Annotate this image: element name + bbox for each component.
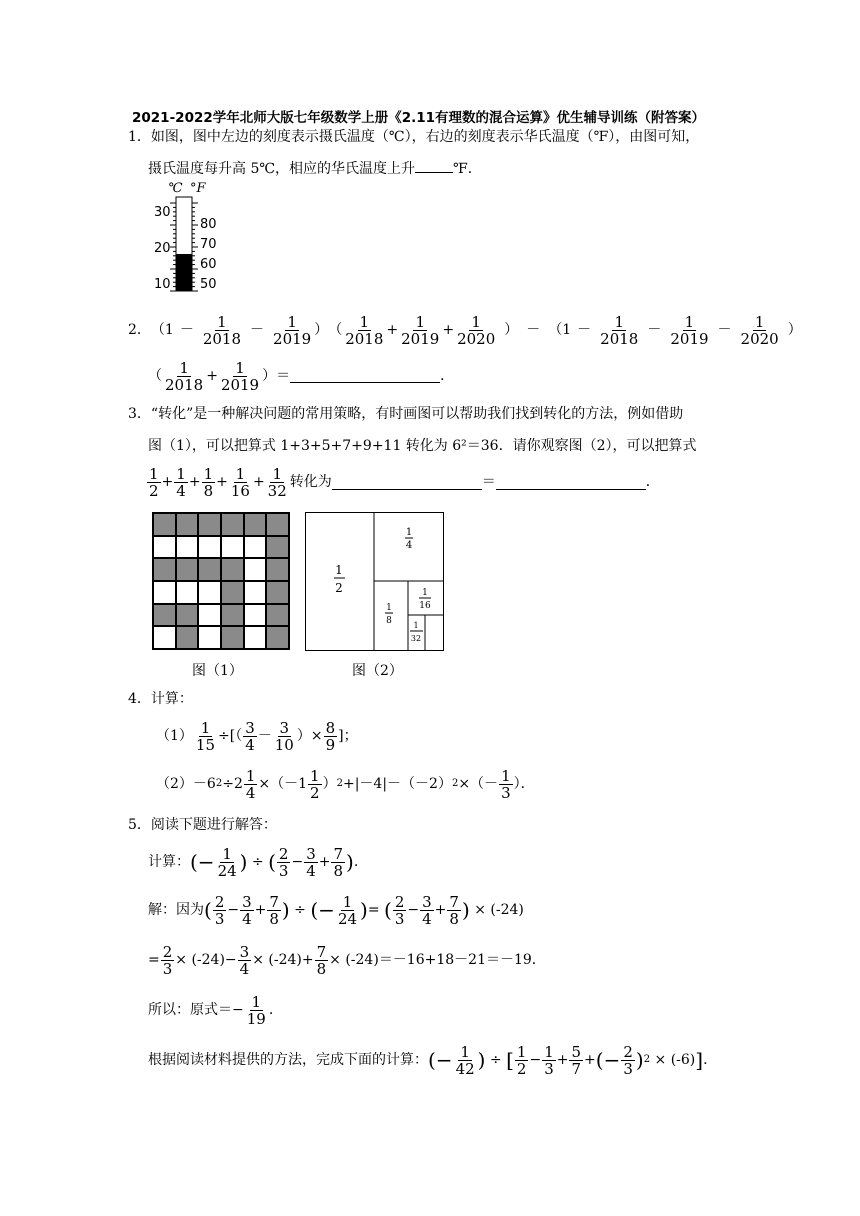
grid-cell: [266, 558, 289, 581]
q2-line1: 2． （ 1 － $\frac{1}{2018}$ － $\frac{1}{2019}$ ） （ $\frac{1}{2018}$ + $\frac{1}{2019}$ + $\frac{1}{2020}$ ） － （ 1 － $\frac{1}{2018}$ － $\frac{1}{2019}$ － $\frac{1}{2020}$ ）: [128, 312, 802, 348]
celsius-unit: ℃: [168, 181, 183, 196]
grid-cell: [153, 626, 176, 649]
f-label-60: 60: [200, 257, 217, 272]
grid-cell: [198, 558, 221, 581]
q4-head: 4．计算：: [128, 691, 193, 707]
q3-line1: 3．“转化”是一种解决问题的常用策略，有时画图可以帮助我们找到转化的方法，例如借助: [128, 406, 684, 422]
grid-cell: [221, 513, 244, 536]
q5-head: 5．阅读下题进行解答：: [128, 817, 277, 833]
grid-cell: [244, 581, 267, 604]
svg-text:1: 1: [413, 621, 419, 630]
grid-cell: [198, 513, 221, 536]
label-thirty-second: [410, 621, 423, 643]
grid-cell: [198, 581, 221, 604]
frac-1-2019: $\frac{1}{2019}$: [273, 312, 312, 348]
svg-text:8: 8: [386, 616, 392, 626]
grid-cell: [221, 536, 244, 559]
q1-line1: 1．如图，图中左边的刻度表示摄氏温度（℃），右边的刻度表示华氏温度（℉），由图可知，: [128, 129, 700, 145]
q1-line2: 摄氏温度每升高 5℃，相应的华氏温度上升 ℉．: [148, 161, 482, 177]
q2-line2: （ $\frac{1}{2018}$ + $\frac{1}{2019}$ ） ＝ ．: [148, 358, 455, 394]
q3-line3: $\frac{1}{2}$ + $\frac{1}{4}$ + $\frac{1}{8}$ + $\frac{1}{16}$ + $\frac{1}{32}$ 转化为 ＝ ．: [149, 464, 660, 500]
q3-answer-blank-1: [332, 489, 482, 490]
fahrenheit-unit: °F: [190, 181, 206, 196]
grid-cell: [244, 558, 267, 581]
f-label-80: 80: [200, 217, 217, 232]
grid-cell: [221, 558, 244, 581]
q4-part1: （1） $\frac{1}{15}$ ÷[（ $\frac{3}{4}$ － $\frac{3}{10}$ ）× $\frac{8}{9}$ ]；: [156, 718, 358, 754]
grid-cell: [266, 536, 289, 559]
grid-cell: [198, 604, 221, 627]
q4-part2: （2） －6 2 ÷2 $\frac{1}{4}$ ×（－1 $\frac{1}{2}$ ） 2 +|－4|－（－2） 2 ×（－ $\frac{1}{3}$ ）．: [156, 766, 535, 802]
q1-answer-blank: [415, 172, 453, 173]
svg-text:32: 32: [410, 634, 422, 643]
grid-cell: [176, 604, 199, 627]
grid-cell: [221, 581, 244, 604]
grid-cell: [244, 513, 267, 536]
label-eighth: [385, 603, 393, 626]
frac-1-2018: $\frac{1}{2018}$: [202, 312, 242, 348]
q5-task: 根据阅读材料提供的方法，完成下面的计算： (− $\frac{1}{42}$ ) ÷ [ $\frac{1}{2}$ − $\frac{1}{3}$ + $\frac{5}{7}$ + (− $\frac{2}{3}$ ) 2 × (-6) ] .: [148, 1042, 708, 1078]
grid-cell: [244, 626, 267, 649]
grid-cell: [221, 604, 244, 627]
q5-problem: 计算： (− $\frac{1}{24}$ ) ÷ ( $\frac{2}{3}$ − $\frac{3}{4}$ + $\frac{7}{8}$ ) .: [148, 844, 359, 880]
svg-text:4: 4: [405, 540, 413, 551]
grid-cell: [176, 536, 199, 559]
grid-cell: [176, 558, 199, 581]
grid-cell: [176, 626, 199, 649]
thermometer-figure: [152, 180, 222, 295]
grid-cell: [153, 536, 176, 559]
grid-cell: [244, 536, 267, 559]
document-title: 2021-2022学年北师大版七年级数学上册《2.11有理数的混合运算》优生辅导训练（附答案）: [132, 110, 706, 126]
svg-text:1: 1: [422, 588, 428, 598]
grid-cell: [266, 604, 289, 627]
grid-cell: [176, 513, 199, 536]
svg-text:1: 1: [335, 563, 343, 577]
grid-cell: [266, 581, 289, 604]
svg-text:2: 2: [335, 581, 343, 595]
f-label-50: 50: [200, 277, 217, 292]
c-label-10: 10: [154, 277, 171, 292]
grid-cell: [176, 581, 199, 604]
svg-text:16: 16: [419, 601, 431, 611]
svg-text:1: 1: [386, 603, 392, 613]
figure-2-squares: [305, 512, 445, 652]
q3-answer-blank-2: [496, 489, 646, 490]
grid-cell: [221, 626, 244, 649]
grid-cell: [153, 558, 176, 581]
grid-cell: [198, 626, 221, 649]
label-half: [334, 563, 345, 595]
figure-1-grid: [152, 512, 290, 650]
c-label-20: 20: [154, 241, 171, 256]
f-label-70: 70: [200, 237, 217, 252]
grid-cell: [266, 626, 289, 649]
grid-cell: [153, 513, 176, 536]
q5-conclusion: 所以：原式＝ − $\frac{1}{19}$ .: [148, 992, 274, 1028]
grid-cell: [266, 513, 289, 536]
svg-text:1: 1: [405, 527, 413, 538]
q2-answer-blank: [290, 382, 440, 383]
grid-cell: [198, 536, 221, 559]
grid-cell: [153, 604, 176, 627]
figure-1-caption: 图（1）: [192, 663, 243, 679]
c-label-30: 30: [154, 205, 171, 220]
q5-solution-1: 解：因为 ( $\frac{2}{3}$ − $\frac{3}{4}$ + $\frac{7}{8}$ ) ÷ (− $\frac{1}{24}$ ) = ( $\frac{2}{3}$ − $\frac{3}{4}$ + $\frac{7}{8}$ ) × (-24): [148, 892, 524, 928]
label-sixteenth: [419, 588, 431, 611]
figure-2-caption: 图（2）: [352, 663, 403, 679]
grid-cell: [244, 604, 267, 627]
grid-cell: [153, 581, 176, 604]
label-quarter: [405, 527, 413, 551]
q3-line2: 图（1），可以把算式 1+3+5+7+9+11 转化为 6²＝36．请你观察图（2），可以把算式: [148, 438, 697, 454]
q5-solution-2: = $\frac{2}{3}$ × (-24)− $\frac{3}{4}$ × (-24)+ $\frac{7}{8}$ × (-24) ＝－16+18－21＝－19．: [148, 942, 546, 978]
